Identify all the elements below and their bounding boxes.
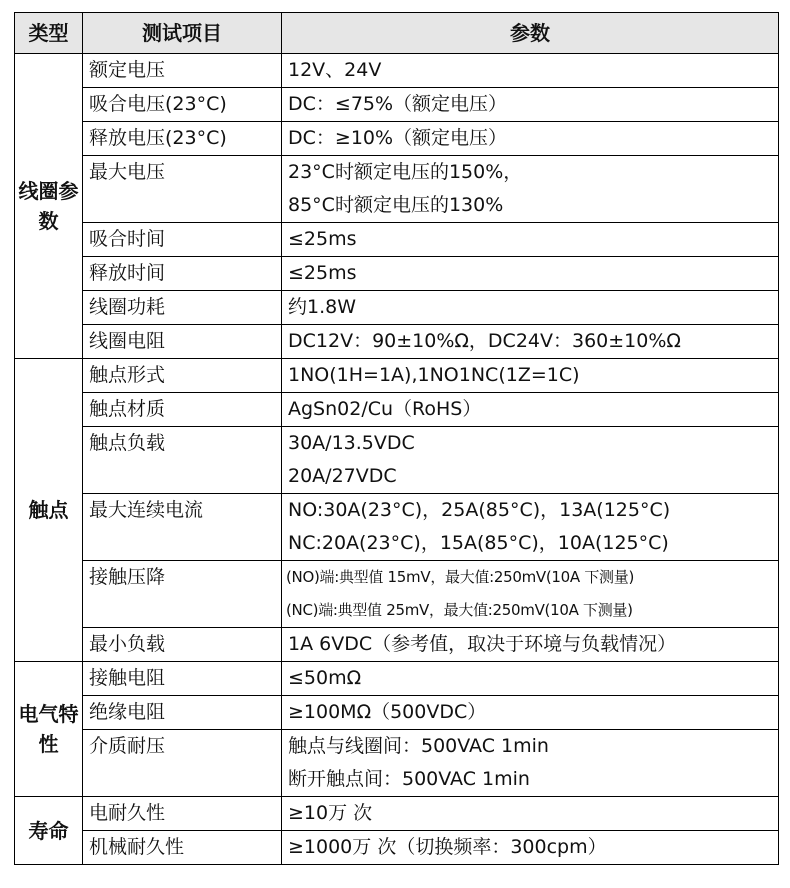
table-row (15, 88, 779, 122)
param-line: AgSn02/Cu（RoHS） (288, 398, 482, 420)
header-param: 参数 (282, 13, 779, 54)
table-row (15, 291, 779, 325)
param-cell (282, 730, 779, 797)
table-row (15, 393, 779, 427)
param-line: 30A/13.5VDC (288, 432, 415, 454)
param-line: 断开触点间：500VAC 1min (288, 768, 530, 790)
param-cell (282, 325, 779, 359)
param-line: 85°C时额定电压的130% (288, 194, 504, 216)
param-line: 触点与线圈间：500VAC 1min (288, 735, 549, 757)
param-line: ≤25ms (288, 228, 357, 250)
param-cell (282, 88, 779, 122)
table-row (15, 122, 779, 156)
item-cell: 触点负载 (83, 427, 282, 494)
table-row (15, 696, 779, 730)
param-line: 12V、24V (288, 59, 382, 81)
item-cell: 电耐久性 (83, 797, 282, 831)
item-cell: 接触电阻 (83, 662, 282, 696)
item-cell: 最大电压 (83, 156, 282, 223)
param-cell (282, 427, 779, 494)
item-cell: 触点形式 (83, 359, 282, 393)
param-line: 约1.8W (288, 296, 357, 318)
table-row (15, 494, 779, 561)
param-line: ≥100MΩ（500VDC） (288, 701, 487, 723)
param-cell (282, 291, 779, 325)
type-cell: 线圈参数 (15, 54, 83, 359)
param-cell (282, 54, 779, 88)
param-line: 23°C时额定电压的150%， (288, 161, 523, 183)
param-cell (282, 797, 779, 831)
item-cell: 线圈电阻 (83, 325, 282, 359)
param-line: DC：≥10%（额定电压） (288, 127, 508, 149)
item-cell: 释放电压(23°C) (83, 122, 282, 156)
item-cell: 吸合时间 (83, 223, 282, 257)
type-cell: 电气特性 (15, 662, 83, 797)
header-item: 测试项目 (83, 13, 282, 54)
param-line: 20A/27VDC (288, 465, 397, 487)
param-line: 1A 6VDC（参考值，取决于环境与负载情况） (288, 633, 677, 655)
item-cell: 释放时间 (83, 257, 282, 291)
table-row (15, 156, 779, 223)
header-type: 类型 (15, 13, 83, 54)
param-line: NO:30A(23°C)，25A(85°C)，13A(125°C) (288, 499, 671, 521)
header-row (15, 13, 779, 54)
table-row (15, 797, 779, 831)
type-cell: 寿命 (15, 797, 83, 865)
table-row (15, 628, 779, 662)
param-cell (282, 561, 779, 628)
param-line: ≥10万 次 (288, 802, 373, 824)
table-row (15, 427, 779, 494)
item-cell: 最大连续电流 (83, 494, 282, 561)
type-cell: 触点 (15, 359, 83, 662)
param-cell (282, 122, 779, 156)
item-cell: 介质耐压 (83, 730, 282, 797)
item-cell: 吸合电压(23°C) (83, 88, 282, 122)
param-line: NC:20A(23°C)，15A(85°C)，10A(125°C) (288, 532, 669, 554)
param-line: 1NO(1H=1A),1NO1NC(1Z=1C) (288, 364, 580, 386)
param-cell (282, 359, 779, 393)
table-row (15, 325, 779, 359)
item-cell: 线圈功耗 (83, 291, 282, 325)
param-cell (282, 662, 779, 696)
param-cell (282, 156, 779, 223)
param-line: ≤25ms (288, 262, 357, 284)
item-cell: 绝缘电阻 (83, 696, 282, 730)
table-row (15, 831, 779, 865)
param-line: (NC)端:典型值 25mV，最大值:250mV(10A 下测量) (286, 601, 633, 619)
table-row (15, 54, 779, 88)
param-line: DC：≤75%（额定电压） (288, 93, 508, 115)
param-cell (282, 223, 779, 257)
table-row (15, 359, 779, 393)
param-cell (282, 494, 779, 561)
table-row (15, 662, 779, 696)
table-row (15, 561, 779, 628)
param-cell (282, 393, 779, 427)
param-cell (282, 257, 779, 291)
table-row (15, 223, 779, 257)
param-line: (NO)端:典型值 15mV，最大值:250mV(10A 下测量) (286, 568, 634, 586)
item-cell: 机械耐久性 (83, 831, 282, 865)
table-row (15, 257, 779, 291)
param-line: ≥1000万 次（切换频率：300cpm） (288, 836, 607, 858)
param-line: DC12V：90±10%Ω，DC24V：360±10%Ω (288, 330, 681, 352)
table-row (15, 730, 779, 797)
item-cell: 触点材质 (83, 393, 282, 427)
param-cell (282, 628, 779, 662)
param-cell (282, 831, 779, 865)
param-cell (282, 696, 779, 730)
item-cell: 最小负载 (83, 628, 282, 662)
item-cell: 额定电压 (83, 54, 282, 88)
param-line: ≤50mΩ (288, 667, 362, 689)
item-cell: 接触压降 (83, 561, 282, 628)
spec-table (14, 12, 779, 865)
